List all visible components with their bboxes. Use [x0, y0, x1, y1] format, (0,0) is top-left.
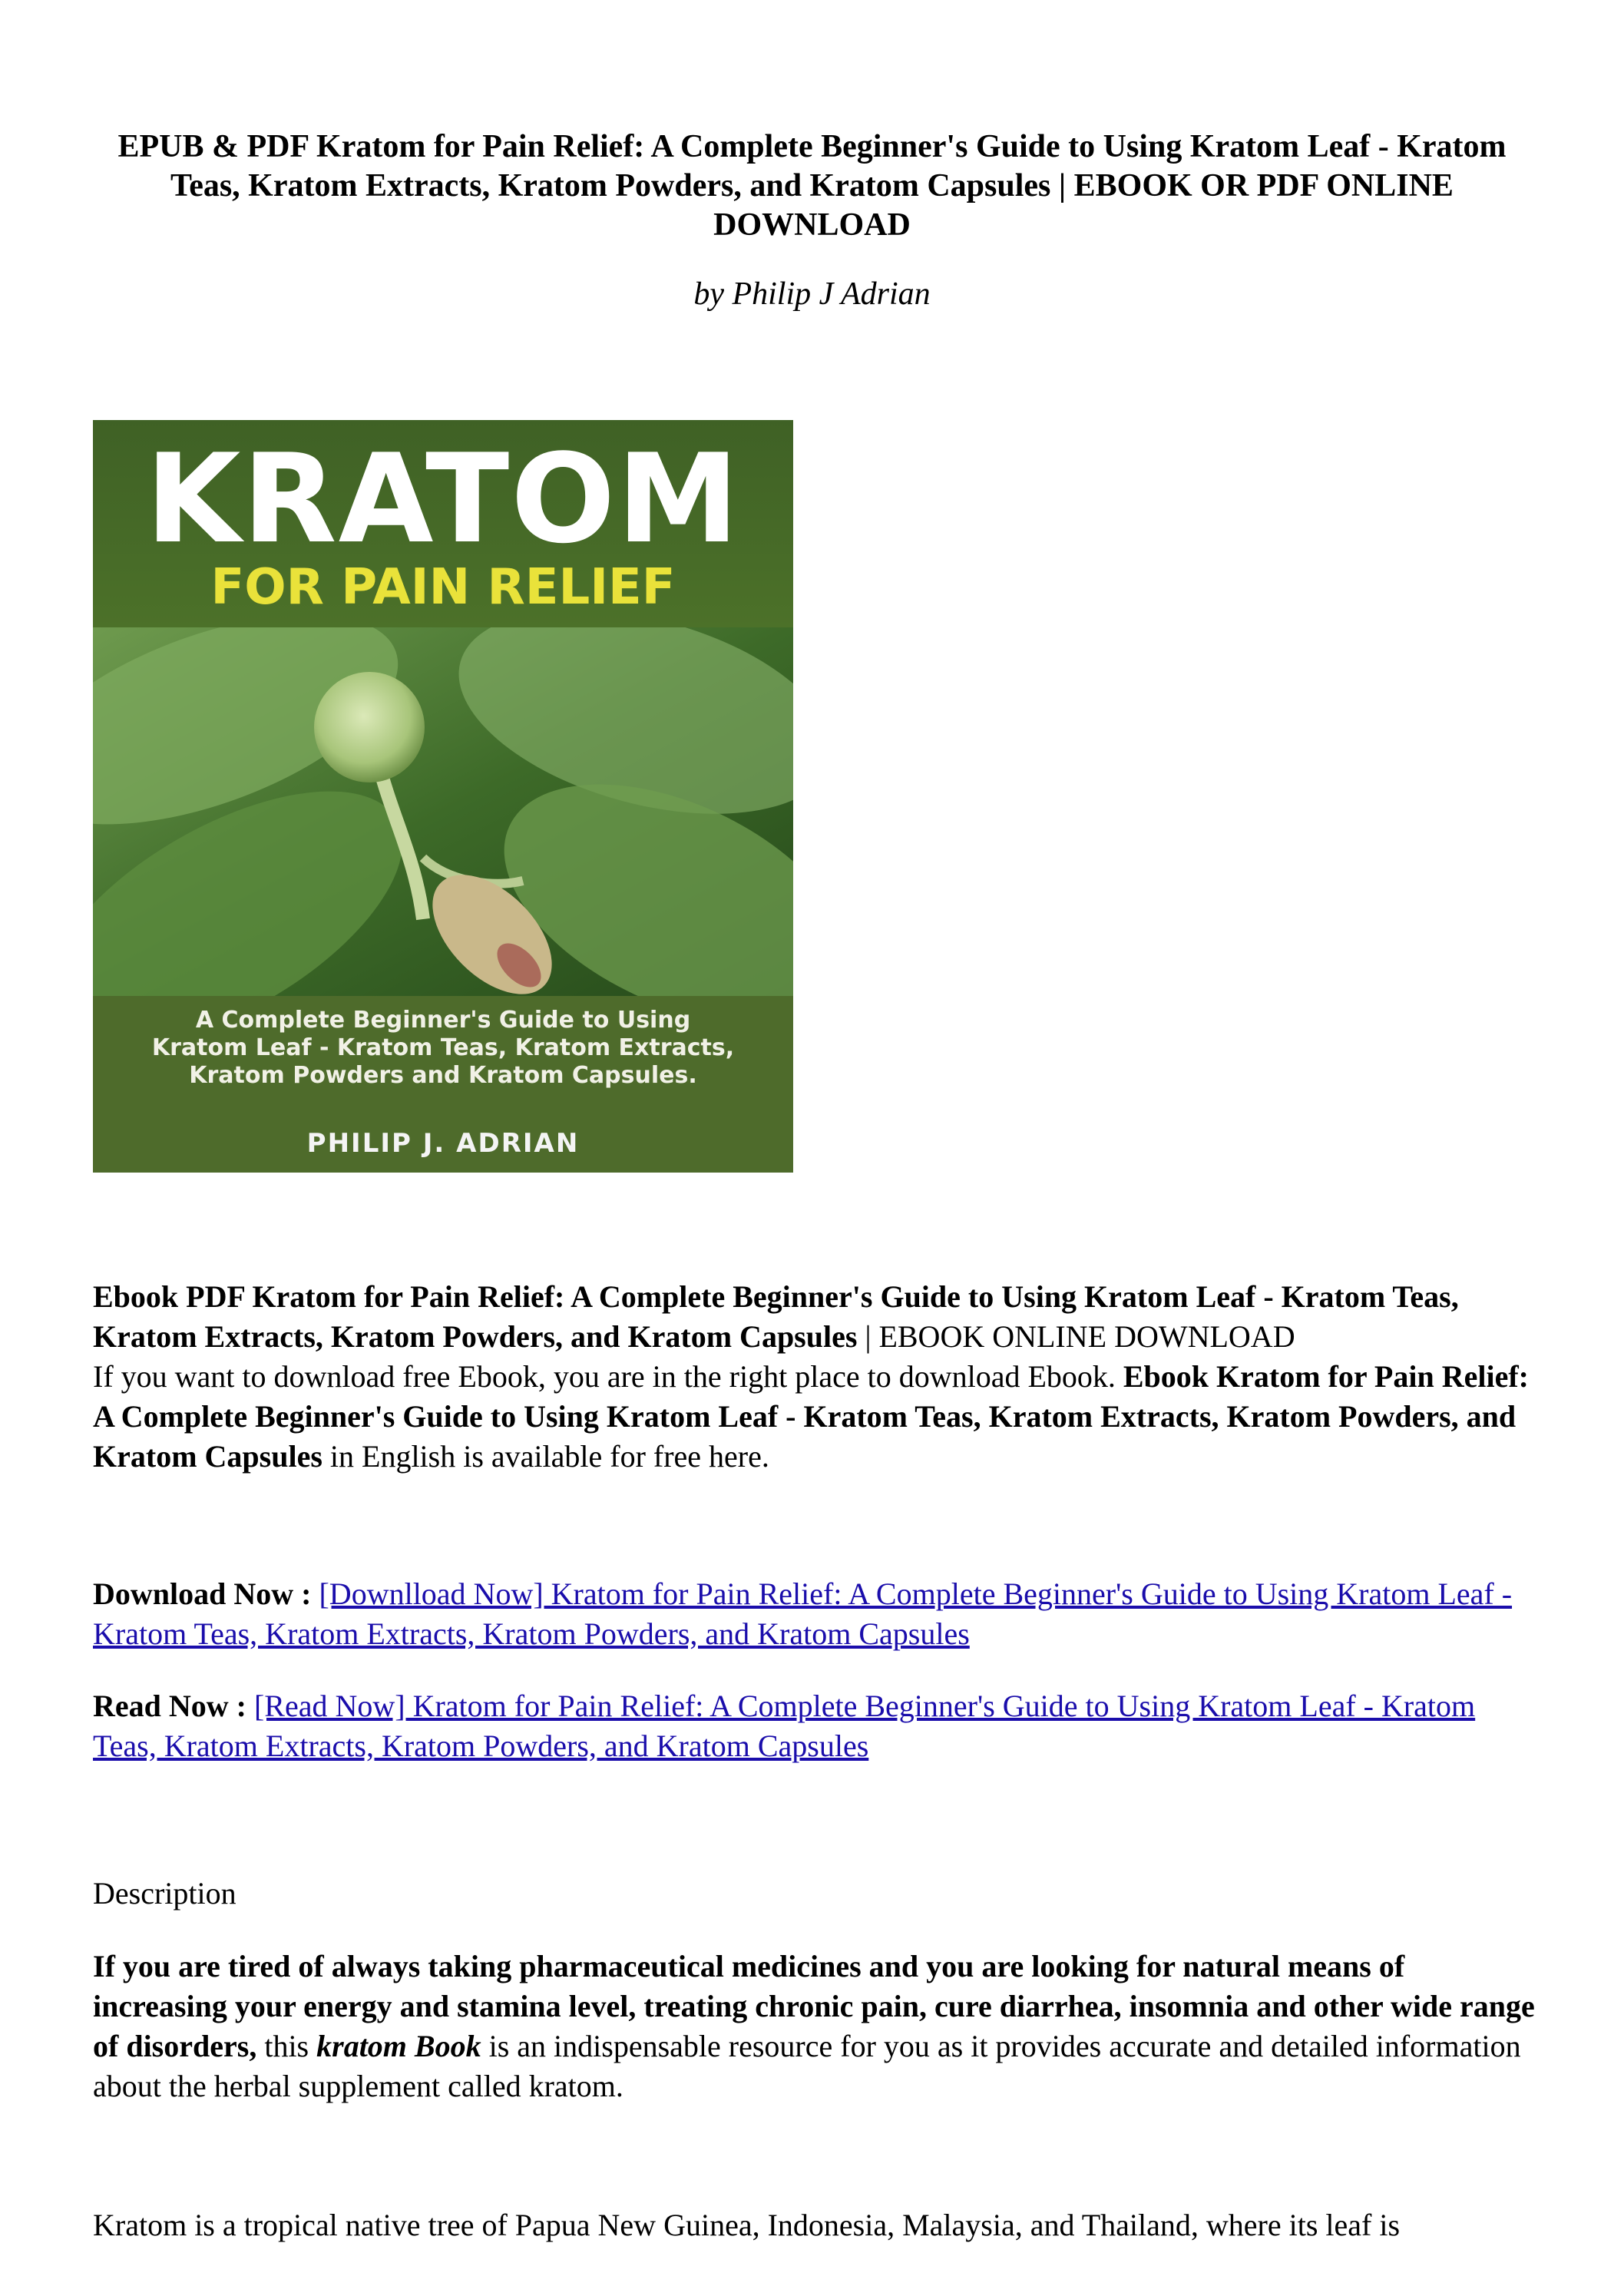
description-bold-lead: If you are tired of always taking pharmaceutical medicines and you are looking for natural means of increasing your energy and stamina level, treating chronic pain, cure diarrhea, insomnia and other wide range of disorders,: [93, 1949, 1535, 2063]
description-book-term: kratom Book: [316, 2029, 481, 2063]
download-line: [93, 1574, 1536, 1654]
read-label: Read Now :: [93, 1689, 254, 1723]
description-paragraph-1: [93, 1947, 1536, 2106]
intro-bold-lead: Ebook PDF Kratom for Pain Relief: A Complete Beginner's Guide to Using Kratom Leaf - Kratom Teas, Kratom Extracts, Kratom Powders, and Kratom Capsules: [93, 1279, 1459, 1354]
cover-heading: KRATOM: [145, 427, 741, 571]
description-paragraph-2: Kratom is a tropical native tree of Papua New Guinea, Indonesia, Malaysia, and Thailand, where its leaf is: [93, 2208, 1401, 2242]
cover-title-band: [93, 420, 793, 627]
author-byline: by Philip J Adrian: [693, 276, 931, 312]
page-title: EPUB & PDF Kratom for Pain Relief: A Complete Beginner's Guide to Using Kratom Leaf - Kratom Teas, Kratom Extracts, Kratom Powders, and Kratom Capsules | EBOOK OR PDF ONLINE DOWNLOAD: [117, 129, 1507, 243]
kratom-leaf-photo: [93, 627, 793, 996]
read-line: [93, 1686, 1536, 1766]
intro-body-start: If you want to download free Ebook, you are in the right place to download Ebook.: [93, 1359, 1123, 1394]
cover-author: PHILIP J. ADRIAN: [306, 1128, 580, 1159]
intro-paragraph: [93, 1277, 1536, 1477]
cover-description: A Complete Beginner's Guide to Using Kratom Leaf - Kratom Teas, Kratom Extracts, Kratom Powders and Kratom Capsules.: [151, 1007, 735, 1089]
description-heading: Description: [93, 1876, 236, 1911]
intro-body-end: in English is available for free here.: [322, 1439, 769, 1474]
description-mid: this: [256, 2029, 317, 2063]
intro-body-bold: Ebook Kratom for Pain Relief: A Complete Beginner's Guide to Using Kratom Leaf - Kratom Teas, Kratom Extracts, Kratom Powders, and Kratom Capsules: [93, 1359, 1529, 1474]
download-label: Download Now :: [93, 1576, 319, 1611]
description-end: is an indispensable resource for you as it provides accurate and detailed information about the herbal supplement called kratom.: [93, 2029, 1521, 2103]
intro-lead-suffix: | EBOOK ONLINE DOWNLOAD: [857, 1319, 1295, 1354]
download-link[interactable]: [Downlload Now] Kratom for Pain Relief: A Complete Beginner's Guide to Using Kratom Leaf - Kratom Teas, Kratom Extracts, Kratom Powders, and Kratom Capsules: [93, 1576, 1513, 1651]
cover-description-band: [93, 996, 793, 1173]
read-link[interactable]: [Read Now] Kratom for Pain Relief: A Complete Beginner's Guide to Using Kratom Leaf - Kratom Teas, Kratom Extracts, Kratom Powders, and Kratom Capsules: [93, 1689, 1476, 1763]
book-cover-image: [93, 420, 793, 1173]
cover-subheading: FOR PAIN RELIEF: [210, 559, 676, 616]
